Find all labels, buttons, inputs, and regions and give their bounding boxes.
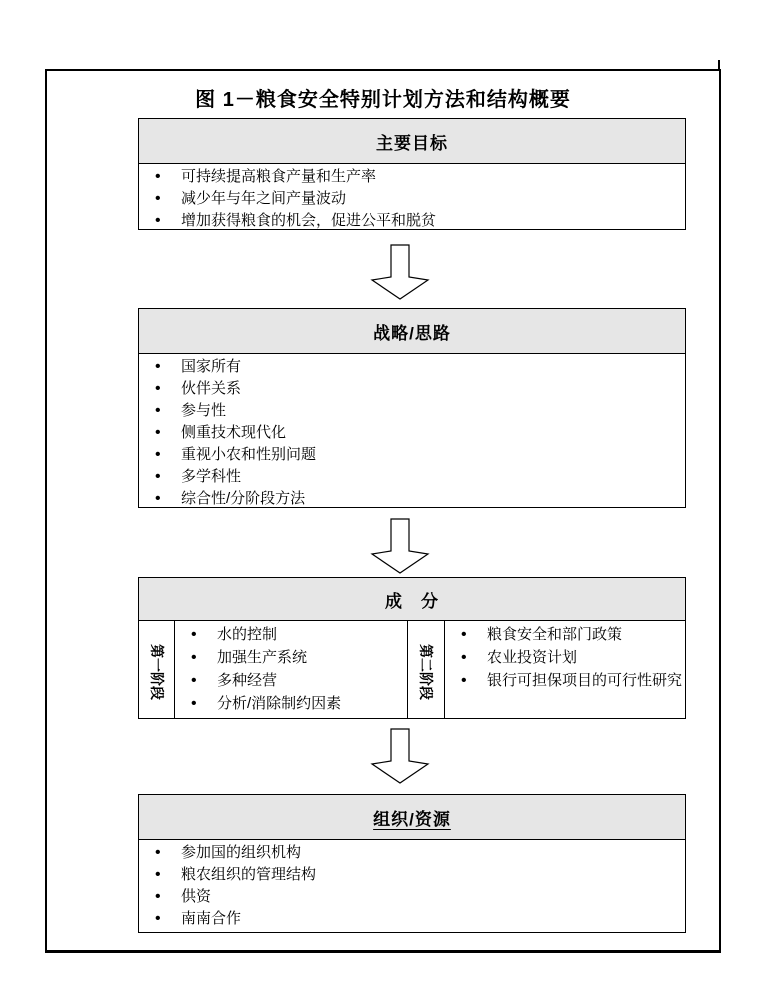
- list-item: • 多学科性: [153, 466, 677, 488]
- list-item: • 粮食安全和部门政策: [459, 623, 682, 646]
- box-header-label: 主要目标: [376, 133, 448, 153]
- list-item: • 银行可担保项目的可行性研究: [459, 669, 682, 692]
- figure-title: 图 1－粮食安全特别计划方法和结构概要: [195, 89, 571, 111]
- box-strategy: [138, 308, 686, 508]
- strategy-list: [139, 354, 685, 510]
- down-arrow-icon: [369, 518, 431, 574]
- list-item: • 供资: [153, 886, 677, 908]
- box-organization-resources: [138, 794, 686, 933]
- list-item: • 国家所有: [153, 356, 677, 378]
- down-arrow-icon: [369, 728, 431, 784]
- list-item: • 伙伴关系: [153, 378, 677, 400]
- list-item: • 参加国的组织机构: [153, 842, 677, 864]
- list-item: • 南南合作: [153, 908, 677, 930]
- box-main-objectives-header: [139, 119, 685, 164]
- list-item: • 减少年与年之间产量波动: [153, 188, 677, 210]
- phase-1-vertical-label: 第一阶段: [148, 644, 165, 700]
- list-item: • 增加获得粮食的机会，促进公平和脱贫: [153, 210, 677, 232]
- phase-1-list: [175, 621, 407, 719]
- list-item: • 可持续提高粮食产量和生产率: [153, 166, 677, 188]
- box-components-header: [139, 578, 685, 621]
- box-components: [138, 577, 686, 719]
- list-item: • 加强生产系统: [189, 646, 399, 669]
- list-item: • 侧重技术现代化: [153, 422, 677, 444]
- box-header-label: 战略/思路: [373, 323, 451, 343]
- list-item: • 参与性: [153, 400, 677, 422]
- list-item: • 分析/消除制约因素: [189, 692, 399, 715]
- components-phase-row: [139, 621, 685, 719]
- phase-2-label-cell: [407, 621, 445, 719]
- list-item: • 多种经营: [189, 669, 399, 692]
- box-strategy-header: [139, 309, 685, 354]
- list-item: • 粮农组织的管理结构: [153, 864, 677, 886]
- list-item: • 综合性/分阶段方法: [153, 488, 677, 510]
- phase-2-vertical-label: 第二阶段: [418, 644, 434, 700]
- list-item: • 农业投资计划: [459, 646, 682, 669]
- list-item: • 重视小农和性别问题: [153, 444, 677, 466]
- main-objectives-list: [139, 164, 685, 232]
- phase-1-label-cell: [139, 621, 175, 719]
- box-organization-header: [139, 795, 685, 840]
- list-item: • 水的控制: [189, 623, 399, 646]
- box-header-label: 组织/资源: [373, 809, 451, 829]
- box-header-label: 成 分: [385, 591, 439, 611]
- down-arrow-icon: [369, 244, 431, 300]
- box-main-objectives: [138, 118, 686, 230]
- organization-list: [139, 840, 685, 930]
- phase-2-list: [445, 621, 690, 719]
